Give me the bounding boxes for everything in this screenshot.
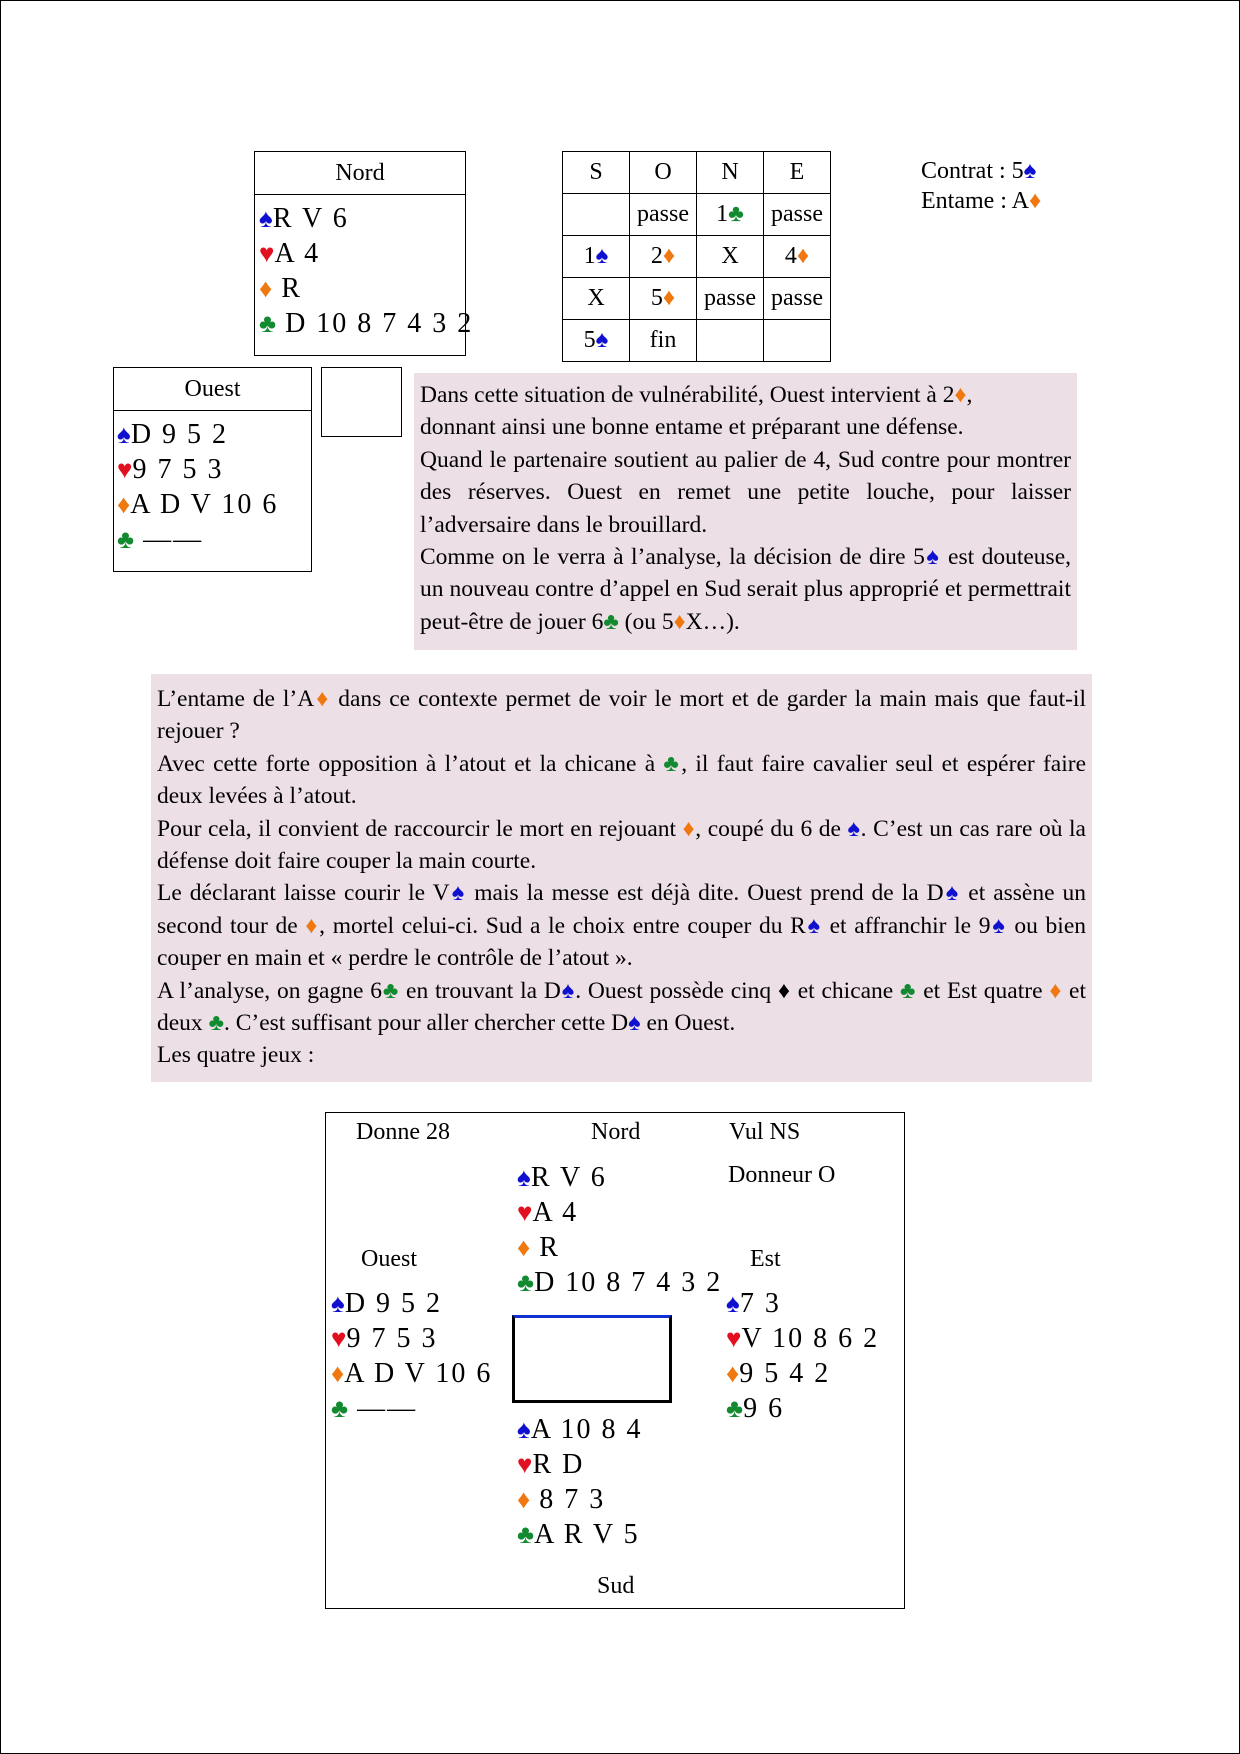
bid-cell: fin <box>630 320 697 362</box>
club-icon: ♣ <box>726 1394 744 1423</box>
deal-north-label: Nord <box>591 1119 641 1145</box>
diamond-icon: ♦ <box>662 243 676 269</box>
diamond-icon: ♦ <box>517 1485 531 1514</box>
diamond-icon: ♦ <box>314 686 331 712</box>
bid-cell: 1♣ <box>697 194 764 236</box>
deal-south-label: Sud <box>597 1573 635 1599</box>
diamond-icon: ♦ <box>726 1359 740 1388</box>
heart-icon: ♥ <box>117 455 133 484</box>
deal-east-hearts: ♥V 10 8 6 2 <box>726 1323 880 1354</box>
bid-header-e: E <box>764 152 831 194</box>
deal-north-clubs: ♣D 10 8 7 4 3 2 <box>517 1267 723 1298</box>
deal-west-label: Ouest <box>361 1246 417 1272</box>
para-lead: L’entame de l’A♦ dans ce contexte permet de voir le mort et de garder la main mais que faut-il rejouer ? <box>157 686 1086 745</box>
spade-icon: ♠ <box>847 815 861 842</box>
spade-icon: ♠ <box>517 1415 531 1444</box>
deal-north-spades: ♠R V 6 <box>517 1162 607 1193</box>
north-hand-title: Nord <box>255 152 465 195</box>
north-diamonds: ♦ R <box>259 273 302 304</box>
diamond-icon: ♦ <box>673 608 686 635</box>
spade-icon: ♠ <box>449 880 467 907</box>
bid-header-n: N <box>697 152 764 194</box>
empty-table-square <box>321 367 402 437</box>
north-hearts: ♥A 4 <box>259 238 321 269</box>
north-spades: ♠R V 6 <box>259 203 349 234</box>
diamond-icon: ♦ <box>1028 188 1042 214</box>
play-commentary <box>151 674 1092 1082</box>
deal-south-diamonds: ♦ 8 7 3 <box>517 1484 606 1515</box>
deal-diagram <box>325 1112 905 1609</box>
spade-icon: ♠ <box>595 243 609 269</box>
deal-dealer: Donneur O <box>728 1162 836 1188</box>
deal-east-clubs: ♣9 6 <box>726 1393 785 1424</box>
north-hand-box <box>254 151 474 356</box>
bid-cell: 1♠ <box>563 236 630 278</box>
diamond-icon: ♦ <box>305 912 320 939</box>
deal-west-hand <box>331 1286 492 1426</box>
spade-icon: ♠ <box>726 1289 740 1318</box>
para-four-hands: Les quatre jeux : <box>157 1042 315 1069</box>
contract-info <box>921 156 1041 216</box>
diamond-icon: ♦ <box>331 1359 345 1388</box>
deal-west-spades: ♠D 9 5 2 <box>331 1288 443 1319</box>
bidding-row <box>563 320 831 362</box>
heart-icon: ♥ <box>517 1450 533 1479</box>
deal-west-hearts: ♥9 7 5 3 <box>331 1323 438 1354</box>
diamond-icon: ♦ <box>259 274 273 303</box>
diamond-icon: ♦ <box>117 490 131 519</box>
diamond-icon: ♦ <box>517 1233 531 1262</box>
bidding-commentary <box>414 373 1077 650</box>
diamond-icon: ♦ <box>954 382 967 408</box>
para-shorten: Pour cela, il convient de raccourcir le mort en rejouant ♦, coupé du 6 de ♠. C’est un cas rare où la défense doit faire couper la main courte. <box>157 815 1086 875</box>
spade-icon: ♠ <box>595 327 609 353</box>
deal-east-diamonds: ♦9 5 4 2 <box>726 1358 831 1389</box>
deal-west-clubs: ♣ —— <box>331 1393 418 1424</box>
bid-cell <box>697 320 764 362</box>
bid-header-o: O <box>630 152 697 194</box>
west-hand-title: Ouest <box>114 368 311 411</box>
bidding-row <box>563 194 831 236</box>
north-clubs: ♣ D 10 8 7 4 3 2 <box>259 308 474 339</box>
deal-north-hearts: ♥A 4 <box>517 1197 579 1228</box>
spade-icon: ♠ <box>259 204 273 233</box>
bidding-row <box>563 278 831 320</box>
west-diamonds: ♦A D V 10 6 <box>117 489 279 520</box>
para-analysis: A l’analyse, on gagne 6♣ en trouvant la D♠. Ouest possède cinq ♦ et chicane ♣ et Est quatre ♦ et deux ♣. C’est suffisant pour aller chercher cette D♠ en Ouest. <box>157 977 1087 1037</box>
spade-icon: ♠ <box>1023 158 1037 184</box>
spade-icon: ♠ <box>990 912 1007 939</box>
heart-icon: ♥ <box>331 1324 347 1353</box>
bid-cell: passe <box>764 194 831 236</box>
club-icon: ♣ <box>663 750 682 777</box>
bid-cell: 4♦ <box>764 236 831 278</box>
deal-table-rectangle <box>512 1315 672 1403</box>
bid-cell: X <box>697 236 764 278</box>
spade-icon: ♠ <box>924 544 941 571</box>
club-icon: ♣ <box>603 608 619 635</box>
bidding-table <box>562 151 831 362</box>
west-spades: ♠D 9 5 2 <box>117 419 229 450</box>
club-icon: ♣ <box>259 309 277 338</box>
club-icon: ♣ <box>117 525 135 554</box>
west-clubs: ♣ —— <box>117 524 204 555</box>
diamond-icon: ♦ <box>796 243 810 269</box>
para-declarer: Le déclarant laisse courir le V♠ mais la messe est déjà dite. Ouest prend de la D♠ et assène un second tour de ♦, mortel celui-ci. Sud a le choix entre couper du R♠ et affranchir le 9♠ ou bien couper en main et « perdre le contrôle de l’atout ». <box>157 880 1087 972</box>
west-hearts: ♥9 7 5 3 <box>117 454 224 485</box>
deal-east-spades: ♠7 3 <box>726 1288 781 1319</box>
deal-north-hand <box>517 1160 722 1300</box>
spade-icon: ♠ <box>117 420 131 449</box>
club-icon: ♣ <box>381 977 400 1004</box>
spade-icon: ♠ <box>805 912 822 939</box>
lead-line: Entame : A♦ <box>921 188 1042 214</box>
deal-east-label: Est <box>750 1246 781 1272</box>
bidding-row <box>563 236 831 278</box>
club-icon: ♣ <box>900 977 917 1004</box>
spade-icon: ♠ <box>517 1163 531 1192</box>
bid-cell: 5♠ <box>563 320 630 362</box>
bid-cell <box>764 320 831 362</box>
bid-cell: passe <box>630 194 697 236</box>
spade-icon: ♠ <box>560 977 576 1004</box>
bid-cell <box>563 194 630 236</box>
diamond-icon: ♦ <box>662 285 676 311</box>
diamond-icon: ♦ <box>1049 977 1063 1004</box>
bid-cell: passe <box>764 278 831 320</box>
club-icon: ♣ <box>517 1520 535 1549</box>
deal-vulnerability: Vul NS <box>729 1119 801 1145</box>
heart-icon: ♥ <box>259 239 275 268</box>
commentary-text: Dans cette situation de vulnérabilité, Ouest intervient à 2♦, donnant ainsi une bonne entame et préparant une défense. Quand le partenaire soutient au palier de 4, Sud contre pour montrer des réserves. Ouest en remet une petite louche, pour laisser l’adversaire dans le brouillard. Comme on le verra à l’analyse, la décision de dire 5♠ est douteuse, un nouveau contre d’appel en Sud serait plus approprié et permettrait peut-être de jouer 6♣ (ou 5♦X…). <box>420 382 1072 635</box>
bid-cell: 5♦ <box>630 278 697 320</box>
bid-cell: passe <box>697 278 764 320</box>
deal-north-diamonds: ♦ R <box>517 1232 560 1263</box>
club-icon: ♣ <box>331 1394 349 1423</box>
spade-icon: ♠ <box>628 1010 641 1037</box>
heart-icon: ♥ <box>517 1198 533 1227</box>
bid-cell: X <box>563 278 630 320</box>
bid-header-s: S <box>563 152 630 194</box>
bid-cell: 2♦ <box>630 236 697 278</box>
west-hand-box <box>113 367 312 572</box>
heart-icon: ♥ <box>726 1324 742 1353</box>
diamond-icon: ♦ <box>778 977 791 1004</box>
deal-south-hand <box>517 1412 643 1552</box>
spade-icon: ♠ <box>331 1289 345 1318</box>
club-icon: ♣ <box>517 1268 535 1297</box>
deal-south-spades: ♠A 10 8 4 <box>517 1414 643 1445</box>
deal-south-hearts: ♥R D <box>517 1449 585 1480</box>
deal-number: Donne 28 <box>356 1119 450 1145</box>
deal-south-clubs: ♣A R V 5 <box>517 1519 640 1550</box>
deal-east-hand <box>726 1286 879 1426</box>
deal-west-diamonds: ♦A D V 10 6 <box>331 1358 493 1389</box>
diamond-icon: ♦ <box>682 815 696 842</box>
club-icon: ♣ <box>208 1010 224 1037</box>
contract-line: Contrat : 5♠ <box>921 158 1037 184</box>
spade-icon: ♠ <box>943 880 961 907</box>
club-icon: ♣ <box>728 201 744 227</box>
para-opposition: Avec cette forte opposition à l’atout et la chicane à ♣, il faut faire cavalier seul et espérer faire deux levées à l’atout. <box>157 750 1087 810</box>
bidding-header-row <box>563 152 831 194</box>
